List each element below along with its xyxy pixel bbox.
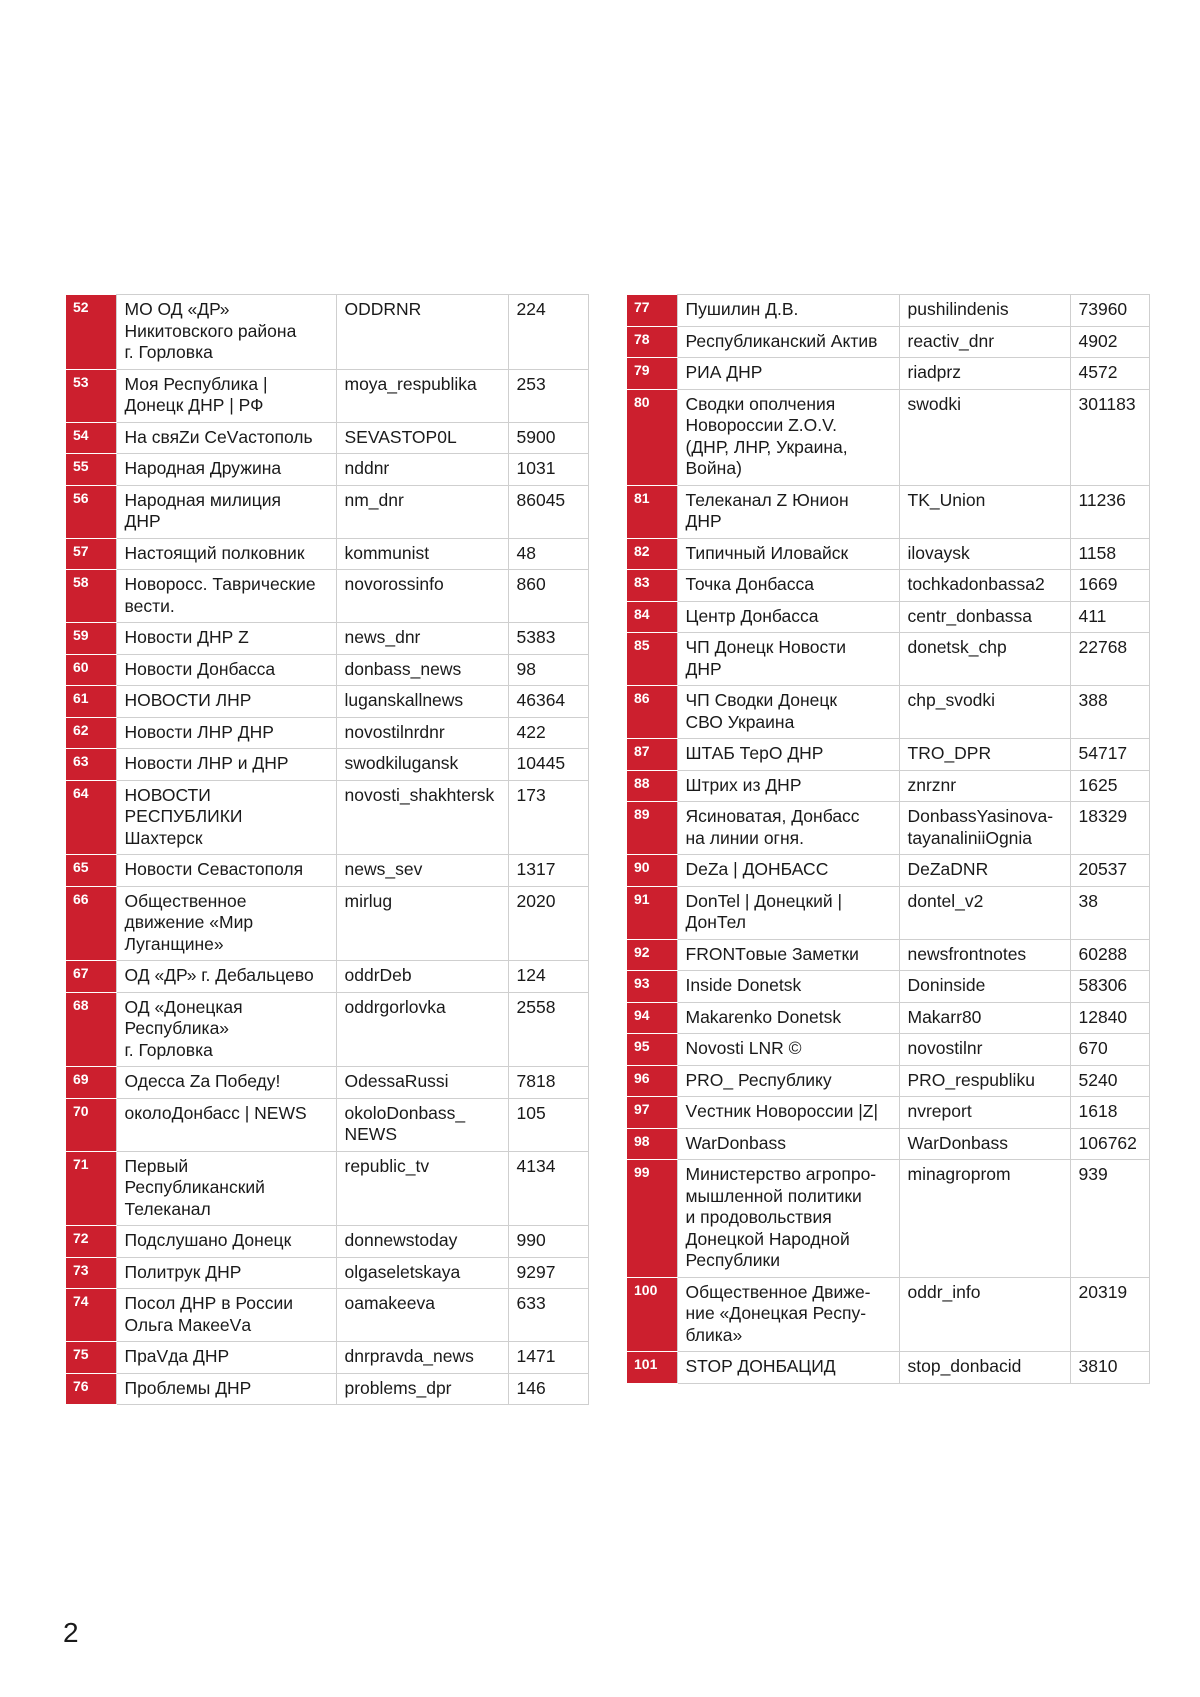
row-number: 88 [627, 770, 677, 802]
row-number: 91 [627, 886, 677, 939]
subscriber-count: 146 [508, 1373, 588, 1405]
table-row [66, 1067, 588, 1099]
channel-handle: stop_donbacid [899, 1352, 1070, 1384]
channel-table-left-body [66, 295, 588, 1405]
table-row [66, 1342, 588, 1374]
row-number: 93 [627, 971, 677, 1003]
channel-handle: novostilnrdnr [336, 717, 508, 749]
subscriber-count: 939 [1070, 1160, 1149, 1278]
row-number: 52 [66, 295, 116, 370]
channel-handle: novosti_shakhtersk [336, 780, 508, 855]
channel-name: Новости Донбасса [116, 654, 336, 686]
table-row [627, 1034, 1149, 1066]
channel-name: Телеканал Z Юнион ДНР [677, 485, 899, 538]
channel-name: Типичный Иловайск [677, 538, 899, 570]
channel-name: DonTel | Донецкий | ДонТел [677, 886, 899, 939]
table-row [627, 1160, 1149, 1278]
row-number: 77 [627, 295, 677, 327]
subscriber-count: 301183 [1070, 389, 1149, 485]
channel-handle: swodkilugansk [336, 749, 508, 781]
subscriber-count: 2558 [508, 992, 588, 1067]
channel-handle: minagroprom [899, 1160, 1070, 1278]
channel-handle: novorossinfo [336, 570, 508, 623]
subscriber-count: 3810 [1070, 1352, 1149, 1384]
table-row [66, 369, 588, 422]
channel-name: Новости ЛНР ДНР [116, 717, 336, 749]
table-row [627, 570, 1149, 602]
channel-name: ШТАБ ТерО ДНР [677, 739, 899, 771]
row-number: 70 [66, 1098, 116, 1151]
channel-handle: znrznr [899, 770, 1070, 802]
channel-handle: nvreport [899, 1097, 1070, 1129]
channel-name: Штрих из ДНР [677, 770, 899, 802]
channel-handle: donnewstoday [336, 1226, 508, 1258]
table-row [66, 1289, 588, 1342]
subscriber-count: 46364 [508, 686, 588, 718]
channel-handle: TRO_DPR [899, 739, 1070, 771]
row-number: 85 [627, 633, 677, 686]
row-number: 69 [66, 1067, 116, 1099]
row-number: 100 [627, 1277, 677, 1352]
channel-name: Новости ЛНР и ДНР [116, 749, 336, 781]
row-number: 73 [66, 1257, 116, 1289]
channel-handle: PRO_respubliku [899, 1065, 1070, 1097]
subscriber-count: 990 [508, 1226, 588, 1258]
subscriber-count: 173 [508, 780, 588, 855]
channel-name: Проблемы ДНР [116, 1373, 336, 1405]
channel-handle: luganskallnews [336, 686, 508, 718]
row-number: 84 [627, 601, 677, 633]
subscriber-count: 124 [508, 961, 588, 993]
subscriber-count: 54717 [1070, 739, 1149, 771]
channel-name: Makarenko Donetsk [677, 1002, 899, 1034]
row-number: 57 [66, 538, 116, 570]
channel-handle: DonbassYasinova- tayanaliniiOgnia [899, 802, 1070, 855]
channel-handle: news_dnr [336, 623, 508, 655]
table-row [627, 389, 1149, 485]
table-row [66, 1257, 588, 1289]
subscriber-count: 1317 [508, 855, 588, 887]
row-number: 66 [66, 886, 116, 961]
subscriber-count: 20537 [1070, 855, 1149, 887]
table-row [66, 717, 588, 749]
table-row [66, 1098, 588, 1151]
table-row [66, 485, 588, 538]
row-number: 68 [66, 992, 116, 1067]
subscriber-count: 58306 [1070, 971, 1149, 1003]
subscriber-count: 5383 [508, 623, 588, 655]
table-row [627, 538, 1149, 570]
channel-name: ЧП Сводки Донецк СВО Украина [677, 686, 899, 739]
table-row [66, 780, 588, 855]
subscriber-count: 411 [1070, 601, 1149, 633]
table-row [627, 770, 1149, 802]
row-number: 82 [627, 538, 677, 570]
channel-name: НОВОСТИ РЕСПУБЛИКИ Шахтерск [116, 780, 336, 855]
subscriber-count: 4134 [508, 1151, 588, 1226]
table-row [627, 1277, 1149, 1352]
channel-name: WarDonbass [677, 1128, 899, 1160]
subscriber-count: 20319 [1070, 1277, 1149, 1352]
channel-handle: novostilnr [899, 1034, 1070, 1066]
subscriber-count: 253 [508, 369, 588, 422]
channel-name: Посол ДНР в России Ольга МакееVа [116, 1289, 336, 1342]
channel-name: Новости ДНР Z [116, 623, 336, 655]
channel-name: ОД «Донецкая Республика» г. Горловка [116, 992, 336, 1067]
row-number: 95 [627, 1034, 677, 1066]
channel-handle: kommunist [336, 538, 508, 570]
table-row [627, 358, 1149, 390]
channel-name: STOP ДОНБАЦИД [677, 1352, 899, 1384]
channel-name: Ясиноватая, Донбасс на линии огня. [677, 802, 899, 855]
row-number: 65 [66, 855, 116, 887]
channel-name: Первый Республиканский Телеканал [116, 1151, 336, 1226]
channel-handle: republic_tv [336, 1151, 508, 1226]
channel-name: Общественное движение «Мир Луганщине» [116, 886, 336, 961]
channel-name: Республиканский Актив [677, 326, 899, 358]
channel-name: Подслушано Донецк [116, 1226, 336, 1258]
table-row [66, 1226, 588, 1258]
channel-handle: problems_dpr [336, 1373, 508, 1405]
channel-handle: ODDRNR [336, 295, 508, 370]
table-row [66, 749, 588, 781]
table-row [627, 1097, 1149, 1129]
table-row [66, 886, 588, 961]
subscriber-count: 1669 [1070, 570, 1149, 602]
table-row [627, 686, 1149, 739]
channel-name: НОВОСТИ ЛНР [116, 686, 336, 718]
channel-name: Vестник Новороссии |Z| [677, 1097, 899, 1129]
channel-handle: moya_respublika [336, 369, 508, 422]
table-row [66, 992, 588, 1067]
row-number: 78 [627, 326, 677, 358]
channel-handle: nm_dnr [336, 485, 508, 538]
channel-name: PRO_ Республику [677, 1065, 899, 1097]
channel-handle: TK_Union [899, 485, 1070, 538]
channel-handle: ilovaysk [899, 538, 1070, 570]
channel-name: Inside Donetsk [677, 971, 899, 1003]
channel-handle: okoloDonbass_ NEWS [336, 1098, 508, 1151]
subscriber-count: 5900 [508, 422, 588, 454]
row-number: 99 [627, 1160, 677, 1278]
subscriber-count: 1625 [1070, 770, 1149, 802]
channel-handle: Makarr80 [899, 1002, 1070, 1034]
row-number: 92 [627, 939, 677, 971]
subscriber-count: 11236 [1070, 485, 1149, 538]
channel-handle: OdessaRussi [336, 1067, 508, 1099]
row-number: 87 [627, 739, 677, 771]
table-row [627, 485, 1149, 538]
subscriber-count: 860 [508, 570, 588, 623]
row-number: 101 [627, 1352, 677, 1384]
table-row [66, 623, 588, 655]
table-row [627, 971, 1149, 1003]
channel-name: Сводки ополчения Новороссии Z.O.V. (ДНР, ЛНР, Украина, Война) [677, 389, 899, 485]
table-row [627, 633, 1149, 686]
channel-handle: Doninside [899, 971, 1070, 1003]
channel-name: Министерство агропро- мышленной политики и продовольствия Донецкой Народной Республики [677, 1160, 899, 1278]
channel-name: FRONTовые Заметки [677, 939, 899, 971]
table-row [66, 538, 588, 570]
subscriber-count: 4902 [1070, 326, 1149, 358]
channel-handle: oddrDeb [336, 961, 508, 993]
channel-handle: tochkadonbassa2 [899, 570, 1070, 602]
channel-handle: swodki [899, 389, 1070, 485]
channel-name: Общественное Движе- ние «Донецкая Респу- блика» [677, 1277, 899, 1352]
table-row [66, 855, 588, 887]
subscriber-count: 4572 [1070, 358, 1149, 390]
row-number: 60 [66, 654, 116, 686]
subscriber-count: 86045 [508, 485, 588, 538]
channel-name: ОД «ДР» г. Дебальцево [116, 961, 336, 993]
subscriber-count: 38 [1070, 886, 1149, 939]
channel-table-left [66, 294, 589, 1405]
channel-name: ПраVда ДНР [116, 1342, 336, 1374]
subscriber-count: 224 [508, 295, 588, 370]
subscriber-count: 60288 [1070, 939, 1149, 971]
subscriber-count: 1158 [1070, 538, 1149, 570]
channel-handle: newsfrontnotes [899, 939, 1070, 971]
table-row [66, 686, 588, 718]
channel-handle: DeZaDNR [899, 855, 1070, 887]
row-number: 56 [66, 485, 116, 538]
channel-handle: SEVASTOP0L [336, 422, 508, 454]
channel-name: ЧП Донецк Новости ДНР [677, 633, 899, 686]
table-row [627, 601, 1149, 633]
row-number: 97 [627, 1097, 677, 1129]
subscriber-count: 7818 [508, 1067, 588, 1099]
table-row [66, 454, 588, 486]
row-number: 80 [627, 389, 677, 485]
channel-name: Точка Донбасса [677, 570, 899, 602]
table-row [627, 802, 1149, 855]
row-number: 98 [627, 1128, 677, 1160]
channel-handle: donetsk_chp [899, 633, 1070, 686]
subscriber-count: 1618 [1070, 1097, 1149, 1129]
subscriber-count: 10445 [508, 749, 588, 781]
channel-name: DeZa | ДОНБАСС [677, 855, 899, 887]
table-row [627, 295, 1149, 327]
table-row [66, 295, 588, 370]
channel-name: МО ОД «ДР» Никитовского района г. Горловка [116, 295, 336, 370]
row-number: 64 [66, 780, 116, 855]
subscriber-count: 5240 [1070, 1065, 1149, 1097]
row-number: 63 [66, 749, 116, 781]
row-number: 53 [66, 369, 116, 422]
subscriber-count: 670 [1070, 1034, 1149, 1066]
row-number: 74 [66, 1289, 116, 1342]
row-number: 76 [66, 1373, 116, 1405]
subscriber-count: 1471 [508, 1342, 588, 1374]
table-row [627, 1352, 1149, 1384]
subscriber-count: 2020 [508, 886, 588, 961]
channel-table-right-body [627, 295, 1149, 1384]
channel-handle: dnrpravda_news [336, 1342, 508, 1374]
channel-name: Novosti LNR © [677, 1034, 899, 1066]
page-number: 2 [63, 1617, 79, 1648]
table-row [66, 422, 588, 454]
channel-name: Новоросс. Таврические вести. [116, 570, 336, 623]
table-row [627, 855, 1149, 887]
subscriber-count: 73960 [1070, 295, 1149, 327]
channel-handle: olgaseletskaya [336, 1257, 508, 1289]
channel-handle: oddrgorlovka [336, 992, 508, 1067]
row-number: 67 [66, 961, 116, 993]
subscriber-count: 106762 [1070, 1128, 1149, 1160]
row-number: 71 [66, 1151, 116, 1226]
channel-handle: pushilindenis [899, 295, 1070, 327]
channel-name: Пушилин Д.В. [677, 295, 899, 327]
subscriber-count: 98 [508, 654, 588, 686]
subscriber-count: 12840 [1070, 1002, 1149, 1034]
table-row [627, 739, 1149, 771]
channel-table-right [627, 294, 1150, 1384]
channel-name: Новости Севастополя [116, 855, 336, 887]
table-row [627, 1002, 1149, 1034]
channel-name: Центр Донбасса [677, 601, 899, 633]
row-number: 83 [627, 570, 677, 602]
channel-handle: oamakeeva [336, 1289, 508, 1342]
channel-name: Одесса Za Победу! [116, 1067, 336, 1099]
row-number: 96 [627, 1065, 677, 1097]
channel-name: Народная Дружина [116, 454, 336, 486]
subscriber-count: 633 [508, 1289, 588, 1342]
row-number: 90 [627, 855, 677, 887]
channel-handle: riadprz [899, 358, 1070, 390]
channel-handle: nddnr [336, 454, 508, 486]
channel-handle: WarDonbass [899, 1128, 1070, 1160]
table-row [627, 1065, 1149, 1097]
row-number: 86 [627, 686, 677, 739]
channel-name: Настоящий полковник [116, 538, 336, 570]
subscriber-count: 388 [1070, 686, 1149, 739]
channel-name: Моя Республика | Донецк ДНР | РФ [116, 369, 336, 422]
row-number: 89 [627, 802, 677, 855]
channel-name: РИА ДНР [677, 358, 899, 390]
channel-handle: chp_svodki [899, 686, 1070, 739]
row-number: 59 [66, 623, 116, 655]
table-row [66, 1373, 588, 1405]
row-number: 55 [66, 454, 116, 486]
channel-handle: centr_donbassa [899, 601, 1070, 633]
table-row [627, 326, 1149, 358]
channel-handle: news_sev [336, 855, 508, 887]
row-number: 81 [627, 485, 677, 538]
row-number: 58 [66, 570, 116, 623]
subscriber-count: 422 [508, 717, 588, 749]
subscriber-count: 18329 [1070, 802, 1149, 855]
row-number: 79 [627, 358, 677, 390]
channel-name: Народная милиция ДНР [116, 485, 336, 538]
channel-handle: reactiv_dnr [899, 326, 1070, 358]
channel-handle: mirlug [336, 886, 508, 961]
channel-handle: donbass_news [336, 654, 508, 686]
channel-name: околоДонбасс | NEWS [116, 1098, 336, 1151]
row-number: 94 [627, 1002, 677, 1034]
table-row [627, 1128, 1149, 1160]
channel-handle: dontel_v2 [899, 886, 1070, 939]
table-row [66, 1151, 588, 1226]
subscriber-count: 1031 [508, 454, 588, 486]
table-row [627, 886, 1149, 939]
channel-handle: oddr_info [899, 1277, 1070, 1352]
row-number: 72 [66, 1226, 116, 1258]
subscriber-count: 9297 [508, 1257, 588, 1289]
row-number: 61 [66, 686, 116, 718]
subscriber-count: 48 [508, 538, 588, 570]
subscriber-count: 22768 [1070, 633, 1149, 686]
table-row [66, 654, 588, 686]
row-number: 62 [66, 717, 116, 749]
channel-name: На свяZи CeVастополь [116, 422, 336, 454]
subscriber-count: 105 [508, 1098, 588, 1151]
channel-name: Политрук ДНР [116, 1257, 336, 1289]
table-row [627, 939, 1149, 971]
table-row [66, 570, 588, 623]
row-number: 54 [66, 422, 116, 454]
row-number: 75 [66, 1342, 116, 1374]
table-row [66, 961, 588, 993]
